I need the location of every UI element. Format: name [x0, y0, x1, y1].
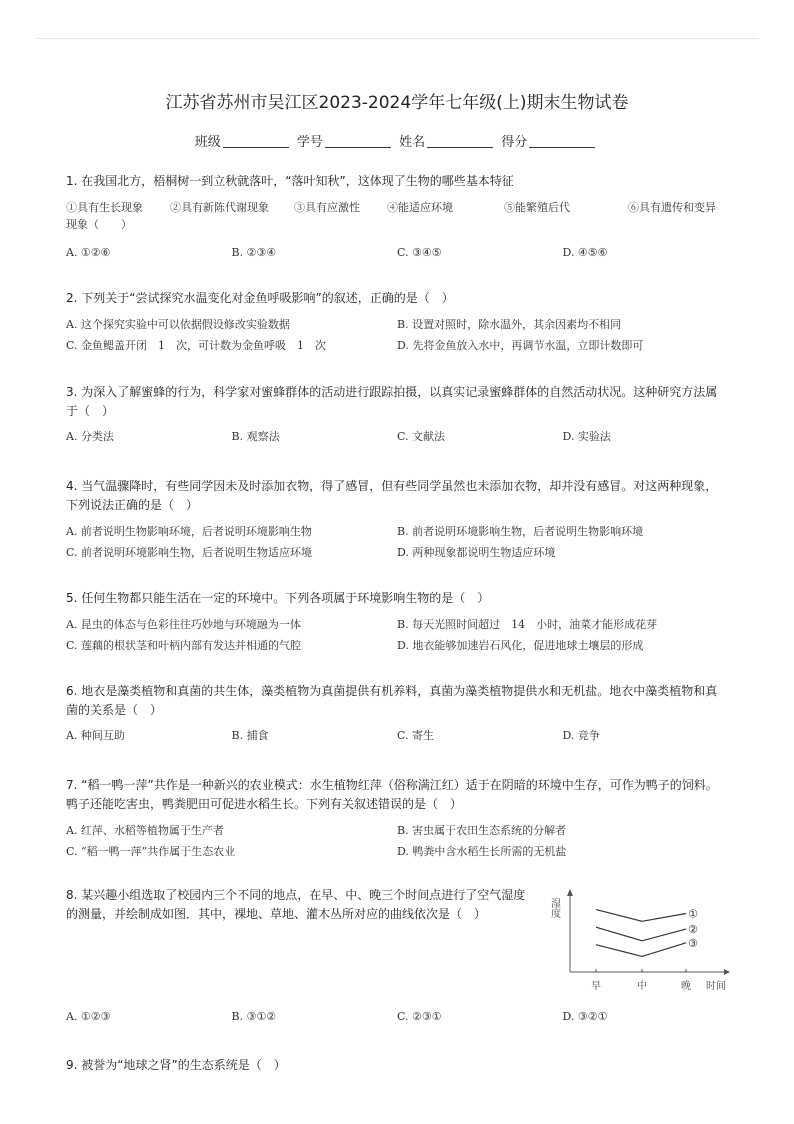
question-6 [66, 682, 728, 745]
option-b[interactable]: B. ②③④ [231, 246, 277, 259]
x-tick-label: 早 [591, 981, 601, 992]
option-c[interactable]: C. 金鱼鳃盖开闭 1 次，可计数为金鱼呼吸 1 次 [66, 339, 327, 352]
option-c[interactable]: C. ③④⑤ [397, 246, 442, 259]
option-d[interactable]: D. 实验法 [562, 430, 611, 443]
x-tick-label: 中 [637, 981, 647, 992]
option-a[interactable]: A. ①②⑥ [66, 246, 111, 259]
option-b[interactable]: B. 设置对照时，除水温外，其余因素均不相同 [397, 318, 622, 331]
option-b[interactable]: B. 前者说明环境影响生物，后者说明生物影响环境 [397, 525, 644, 538]
option-c[interactable]: C. “稻一鸭一萍”共作属于生态农业 [66, 845, 236, 858]
feature-item: ①具有生长现象 [66, 201, 143, 214]
option-b[interactable]: B. 观察法 [231, 430, 280, 443]
option-d[interactable]: D. ③②① [562, 1010, 608, 1023]
question-stem: 4. 当气温骤降时，有些同学因未及时添加衣物，得了感冒，但有些同学虽然也未添加衣物，却并没有感冒。对这两种现象，下列说法正确的是（ ） [66, 479, 718, 512]
id-label: 学号 [296, 135, 323, 150]
x-tick-label: 晚 [681, 981, 691, 992]
series-label-1: ① [688, 907, 698, 921]
options [66, 522, 728, 562]
feature-item: ②具有新陈代谢现象 [170, 201, 269, 214]
feature-item: ③具有应激性 [294, 201, 360, 214]
option-b[interactable]: B. ③①② [231, 1010, 277, 1023]
options [66, 243, 728, 262]
class-label: 班级 [194, 135, 221, 150]
y-axis-label: 湿度 [548, 898, 560, 918]
feature-item: ⑤能繁殖后代 [504, 201, 570, 214]
option-a[interactable]: A. 前者说明生物影响环境，后者说明环境影响生物 [66, 525, 312, 538]
id-blank[interactable] [325, 133, 391, 148]
class-blank[interactable] [223, 133, 289, 148]
feature-item: ④能适应环境 [387, 201, 453, 214]
name-blank[interactable] [427, 133, 493, 148]
question-7 [66, 776, 728, 861]
option-b[interactable]: B. 害虫属于农田生态系统的分解者 [397, 824, 567, 837]
option-d[interactable]: D. 地衣能够加速岩石风化，促进地球土壤层的形成 [397, 639, 644, 652]
series-label-2: ② [688, 923, 698, 937]
question-5 [66, 589, 728, 655]
name-label: 姓名 [399, 135, 426, 150]
question-stem: 7. “稻一鸭一萍”共作是一种新兴的农业模式：水生植物红萍（俗称满江红）适于在阴暗的环境中生存，可作为鸭子的饲料。鸭子还能吃害虫，鸭粪肥田可促进水稻生长。下列有关叙述错误的是（ ） [66, 778, 718, 811]
question-stem: 9. 被誉为“地球之肾”的生态系统是（ ） [66, 1058, 286, 1072]
humidity-line-chart [548, 886, 738, 996]
question-1 [66, 172, 728, 262]
options [66, 427, 728, 446]
options [66, 1007, 728, 1026]
option-c[interactable]: C. 前者说明环境影响生物，后者说明生物适应环境 [66, 546, 313, 559]
options [66, 615, 728, 655]
question-2 [66, 289, 728, 355]
question-stem: 8. 某兴趣小组选取了校园内三个不同的地点，在早、中、晚三个时间点进行了空气湿度的测量，并绘制成如图．其中，裸地、草地、灌木丛所对应的曲线依次是（ ） [66, 888, 526, 921]
x-axis-label: 时间 [706, 981, 726, 992]
option-d[interactable]: D. 先将金鱼放入水中，再调节水温，立即计数即可 [397, 339, 644, 352]
series-line-2 [596, 927, 686, 941]
option-d[interactable]: D. 两种现象都说明生物适应环境 [397, 546, 556, 559]
option-c[interactable]: C. 寄生 [397, 729, 435, 742]
question-stem: 1. 在我国北方，梧桐树一到立秋就落叶，“落叶知秋”，这体现了生物的哪些基本特征 [66, 174, 514, 188]
y-axis-arrow [567, 889, 573, 896]
feature-tail: 现象（ ） [66, 218, 132, 231]
options [66, 315, 728, 355]
page-title: 江苏省苏州市吴江区2023-2024学年七年级(上)期末生物试卷 [165, 93, 629, 113]
options [66, 821, 728, 861]
option-d[interactable]: D. 竞争 [562, 729, 600, 742]
option-b[interactable]: B. 每天光照时间超过 14 小时，油菜才能形成花芽 [397, 618, 658, 631]
options [66, 726, 728, 745]
option-c[interactable]: C. ②③① [397, 1010, 442, 1023]
series-line-3 [596, 943, 686, 957]
question-stem: 5. 任何生物都只能生活在一定的环境中。下列各项属于环境影响生物的是（ ） [66, 591, 490, 605]
student-info-line [0, 131, 794, 150]
question-stem: 2. 下列关于“尝试探究水温变化对金鱼呼吸影响”的叙述，正确的是（ ） [66, 291, 454, 305]
question-4 [66, 477, 728, 562]
option-a[interactable]: A. 昆虫的体态与色彩往往巧妙地与环境融为一体 [66, 618, 301, 631]
option-b[interactable]: B. 捕食 [231, 729, 269, 742]
top-divider [36, 38, 758, 39]
option-a[interactable]: A. 种间互助 [66, 729, 125, 742]
option-a[interactable]: A. 分类法 [66, 430, 114, 443]
question-3 [66, 383, 728, 446]
question-stem: 3. 为深入了解蜜蜂的行为，科学家对蜜蜂群体的活动进行跟踪拍摄，以真实记录蜜蜂群体的自然活动状况。这种研究方法属于（ ） [66, 385, 718, 418]
feature-list [66, 199, 728, 233]
series-label-3: ③ [688, 936, 698, 950]
feature-item: ⑥具有遗传和变异 [628, 201, 716, 214]
score-blank[interactable] [529, 133, 595, 148]
x-axis-arrow [724, 969, 730, 975]
question-stem: 6. 地衣是藻类植物和真菌的共生体，藻类植物为真菌提供有机养料，真菌为藻类植物提供水和无机盐。地衣中藻类植物和真菌的关系是（ ） [66, 684, 718, 717]
option-c[interactable]: C. 莲藕的根状茎和叶柄内部有发达并相通的气腔 [66, 639, 302, 652]
score-label: 得分 [501, 135, 528, 150]
option-d[interactable]: D. ④⑤⑥ [562, 246, 608, 259]
option-a[interactable]: A. ①②③ [66, 1010, 111, 1023]
option-a[interactable]: A. 这个探究实验中可以依据假设修改实验数据 [66, 318, 290, 331]
question-9 [66, 1056, 728, 1075]
option-d[interactable]: D. 鸭粪中含水稻生长所需的无机盐 [397, 845, 567, 858]
option-a[interactable]: A. 红萍、水稻等植物属于生产者 [66, 824, 224, 837]
option-c[interactable]: C. 文献法 [397, 430, 446, 443]
series-line-1 [596, 910, 686, 922]
